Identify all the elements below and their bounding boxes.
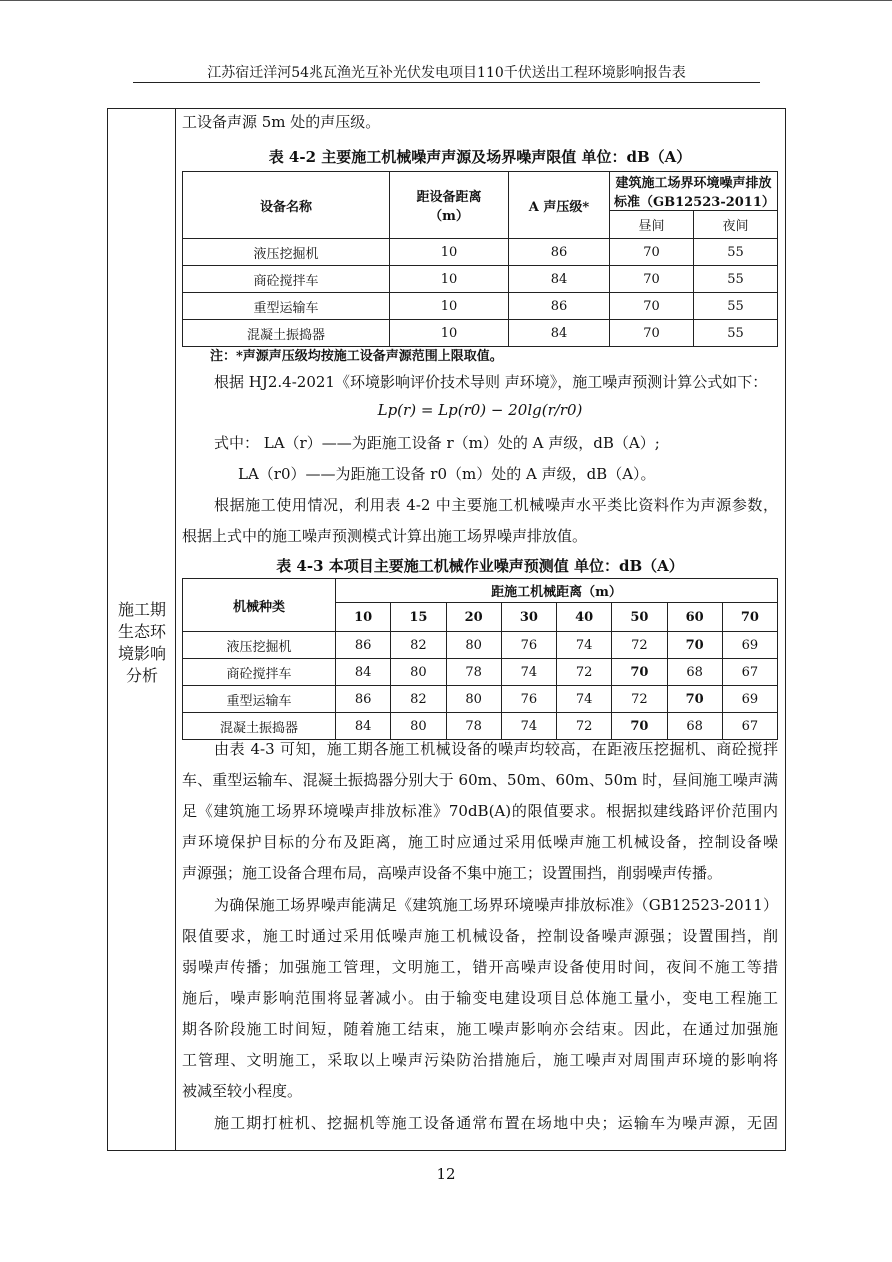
intro-line: 工设备声源 5m 处的声压级。 — [182, 113, 381, 131]
machine-name-cell: 混凝土振捣器 — [183, 713, 336, 740]
distance-header-cell: 10 — [336, 603, 391, 632]
paragraph: 根据 HJ2.4-2021《环境影响评价技术导则 声环境》，施工噪声预测计算公式如下： — [214, 373, 768, 391]
cell: 70 — [610, 320, 694, 347]
table-note: 注：*声源声压级均按施工设备声源范围上限取值。 — [210, 349, 503, 364]
table-4-3-caption: 表 4-3 本项目主要施工机械作业噪声预测值 单位：dB（A） — [276, 557, 684, 575]
cell: 10 — [390, 293, 509, 320]
noise-value-cell: 78 — [446, 713, 501, 740]
noise-value-cell: 80 — [446, 632, 501, 659]
formula-text: Lp(r) = Lp(r0) − 20lg(r/r0) — [377, 401, 583, 419]
cell: 86 — [509, 293, 610, 320]
noise-value-cell: 69 — [722, 632, 777, 659]
distance-header-cell: 30 — [501, 603, 556, 632]
noise-value-cell: 72 — [612, 632, 667, 659]
table-row — [183, 686, 778, 713]
table-row — [183, 632, 778, 659]
noise-value-cell: 70 — [612, 713, 667, 740]
cell: 70 — [610, 239, 694, 266]
noise-value-cell: 78 — [446, 659, 501, 686]
paragraph-line: 为确保施工场界噪声能满足《建筑施工场界环境噪声排放标准》（GB12523-2011） — [214, 896, 778, 914]
noise-value-cell: 70 — [612, 659, 667, 686]
distance-header-cell: 20 — [446, 603, 501, 632]
paragraph-line: 声源强；施工设备合理布局，高噪声设备不集中施工；设置围挡，削弱噪声传播。 — [182, 864, 723, 882]
cell: 84 — [509, 320, 610, 347]
noise-value-cell: 74 — [557, 632, 612, 659]
distance-header-cell: 40 — [557, 603, 612, 632]
section-label-line: 生态环 — [117, 622, 166, 641]
paragraph-line: 车、重型运输车、混凝土振捣器分别大于 60m、50m、60m、50m 时，昼间施工噪声满 — [182, 771, 778, 789]
cell: 商砼搅拌车 — [183, 266, 390, 293]
paragraph-line: 期各阶段施工时间短，随着施工结束，施工噪声影响亦会结束。因此，在通过加强施 — [182, 1020, 778, 1038]
machine-name-cell: 重型运输车 — [183, 686, 336, 713]
paragraph-line: 由表 4-3 可知，施工期各施工机械设备的噪声均较高，在距液压挖掘机、商砼搅拌 — [214, 740, 778, 758]
noise-value-cell: 76 — [501, 686, 556, 713]
paragraph-line: 被减至较小程度。 — [182, 1082, 303, 1100]
cell: 液压挖掘机 — [183, 239, 390, 266]
noise-value-cell: 84 — [336, 659, 391, 686]
cell: 70 — [610, 293, 694, 320]
paragraph-line: 限值要求，施工时通过采用低噪声施工机械设备，控制设备噪声源强；设置围挡，削 — [182, 927, 778, 945]
noise-value-cell: 82 — [391, 686, 446, 713]
distance-header-cell: 15 — [391, 603, 446, 632]
col-header-standard: 建筑施工场界环境噪声排放标准（GB12523-2011） — [610, 172, 778, 211]
cell: 70 — [610, 266, 694, 293]
table-row — [183, 266, 778, 293]
distance-header-cell: 50 — [612, 603, 667, 632]
definition-1: 式中： LA（r）——为距施工设备 r（m）处的 A 声级，dB（A）; — [214, 434, 660, 452]
table-row — [183, 659, 778, 686]
paragraph-line: 施后，噪声影响范围将显著减小。由于输变电建设项目总体施工量小，变电工程施工 — [182, 989, 778, 1007]
left-column — [108, 109, 176, 1150]
noise-value-cell: 80 — [391, 713, 446, 740]
table-4-3 — [182, 578, 778, 740]
paragraph-line: 弱噪声传播；加强施工管理，文明施工，错开高噪声设备使用时间，夜间不施工等措 — [182, 958, 778, 976]
cell: 10 — [390, 239, 509, 266]
page-header: 江苏宿迁洋河54兆瓦渔光互补光伏发电项目110千伏送出工程环境影响报告表 — [207, 65, 686, 81]
table-4-2 — [182, 171, 778, 347]
section-label-line: 境影响 — [117, 644, 166, 663]
col-header-type: 机械种类 — [183, 579, 336, 632]
paragraph-line: 足《建筑施工场界环境噪声排放标准》70dB(A)的限值要求。根据拟建线路评价范围内 — [182, 802, 778, 820]
paragraph-line: 施工期打桩机、挖掘机等施工设备通常布置在场地中央；运输车为噪声源，无固 — [214, 1114, 778, 1132]
cell: 重型运输车 — [183, 293, 390, 320]
noise-value-cell: 72 — [557, 713, 612, 740]
machine-name-cell: 商砼搅拌车 — [183, 659, 336, 686]
col-header-level: A 声压级* — [509, 172, 610, 239]
col-header-day: 昼间 — [610, 211, 694, 239]
noise-value-cell: 86 — [336, 632, 391, 659]
noise-value-cell: 67 — [722, 659, 777, 686]
distance-header-cell: 70 — [722, 603, 777, 632]
noise-value-cell: 76 — [501, 632, 556, 659]
cell: 混凝土振捣器 — [183, 320, 390, 347]
formula — [182, 401, 778, 419]
cell: 86 — [509, 239, 610, 266]
noise-value-cell: 68 — [667, 713, 722, 740]
distance-header-cell: 60 — [667, 603, 722, 632]
top-border-line — [0, 0, 892, 1]
page-number: 12 — [436, 1165, 456, 1183]
noise-value-cell: 69 — [722, 686, 777, 713]
noise-value-cell: 84 — [336, 713, 391, 740]
paragraph-line: 根据上式中的施工噪声预测模式计算出施工场界噪声排放值。 — [182, 527, 588, 545]
cell: 55 — [693, 239, 777, 266]
noise-value-cell: 67 — [722, 713, 777, 740]
noise-value-cell: 70 — [667, 686, 722, 713]
noise-value-cell: 82 — [391, 632, 446, 659]
noise-value-cell: 86 — [336, 686, 391, 713]
definition-2: LA（r0）——为距施工设备 r0（m）处的 A 声级，dB（A）。 — [238, 465, 656, 483]
cell: 10 — [390, 320, 509, 347]
paragraph-line: 根据施工使用情况，利用表 4-2 中主要施工机械噪声水平类比资料作为声源参数， — [214, 496, 778, 514]
cell: 84 — [509, 266, 610, 293]
paragraph-line: 声环境保护目标的分布及距离，施工时应通过采用低噪声施工机械设备，控制设备噪 — [182, 833, 778, 851]
noise-value-cell: 74 — [557, 686, 612, 713]
noise-value-cell: 80 — [391, 659, 446, 686]
col-header-name: 设备名称 — [183, 172, 390, 239]
col-header-distance: 距设备距离（m） — [390, 172, 509, 239]
col-header-distance: 距施工机械距离（m） — [336, 579, 778, 603]
table-row — [183, 239, 778, 266]
machine-name-cell: 液压挖掘机 — [183, 632, 336, 659]
cell: 55 — [693, 293, 777, 320]
table-row — [183, 713, 778, 740]
section-label — [112, 599, 172, 687]
paragraph-line: 工管理、文明施工，采取以上噪声污染防治措施后，施工噪声对周围声环境的影响将 — [182, 1051, 778, 1069]
noise-value-cell: 74 — [501, 713, 556, 740]
table-row — [183, 293, 778, 320]
col-header-night: 夜间 — [693, 211, 777, 239]
cell: 55 — [693, 266, 777, 293]
noise-value-cell: 72 — [557, 659, 612, 686]
section-label-line: 分析 — [125, 666, 158, 685]
cell: 10 — [390, 266, 509, 293]
noise-value-cell: 70 — [667, 632, 722, 659]
section-label-line: 施工期 — [117, 600, 166, 619]
cell: 55 — [693, 320, 777, 347]
header-rule — [133, 82, 760, 83]
noise-value-cell: 80 — [446, 686, 501, 713]
noise-value-cell: 68 — [667, 659, 722, 686]
table-4-2-caption: 表 4-2 主要施工机械噪声声源及场界噪声限值 单位：dB（A） — [268, 148, 692, 166]
table-row — [183, 320, 778, 347]
noise-value-cell: 72 — [612, 686, 667, 713]
noise-value-cell: 74 — [501, 659, 556, 686]
